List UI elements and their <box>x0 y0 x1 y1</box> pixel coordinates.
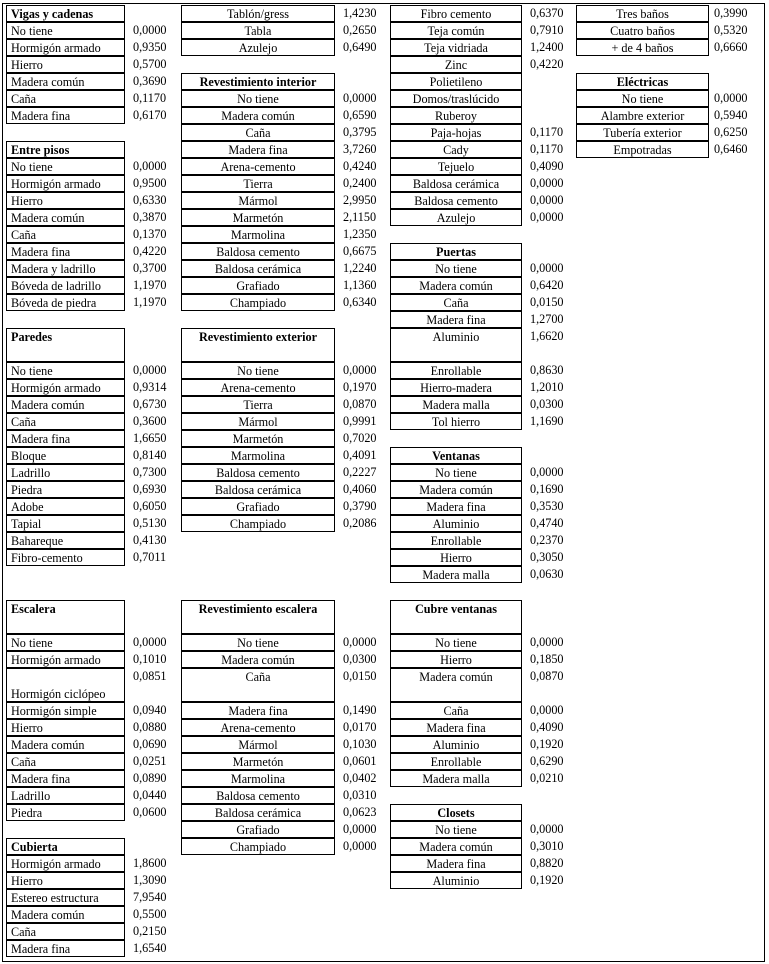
row-value: 0,0170 <box>343 720 377 734</box>
row-label: Tabla <box>181 22 335 39</box>
row-label: Baldosa cerámica <box>181 481 335 498</box>
row-label: Champiado <box>181 294 335 311</box>
row-value: 0,5500 <box>133 907 167 921</box>
section-header: Puertas <box>390 243 522 260</box>
row-label: + de 4 baños <box>576 39 709 56</box>
row-label: No tiene <box>390 260 522 277</box>
row-value: 0,4060 <box>343 482 377 496</box>
row-label: Madera común <box>390 838 522 855</box>
row-label: Hierro <box>6 192 125 209</box>
row-label: Mármol <box>181 413 335 430</box>
row-label: Baldosa cemento <box>181 243 335 260</box>
row-label: Hormigón armado <box>6 175 125 192</box>
row-label: Madera común <box>390 277 522 294</box>
row-label: Mármol <box>181 192 335 209</box>
row-label: Madera común <box>390 481 522 498</box>
row-label: Bahareque <box>6 532 125 549</box>
row-label: Marmetón <box>181 209 335 226</box>
row-value: 0,0601 <box>343 754 377 768</box>
row-label: Zinc <box>390 56 522 73</box>
row-value: 0,6340 <box>343 295 377 309</box>
row-label: Caña <box>390 702 522 719</box>
row-value: 2,9950 <box>343 193 377 207</box>
row-label: Arena-cemento <box>181 379 335 396</box>
row-label: Aluminio <box>390 736 522 753</box>
row-value: 1,1360 <box>343 278 377 292</box>
row-value: 0,0880 <box>133 720 167 734</box>
row-label: Domos/traslúcido <box>390 90 522 107</box>
section-header: Ventanas <box>390 447 522 464</box>
row-label: Caña <box>6 90 125 107</box>
row-value: 1,6650 <box>133 431 167 445</box>
row-label: Madera y ladrillo <box>6 260 125 277</box>
row-value: 3,7260 <box>343 142 377 156</box>
row-label: Baldosa cerámica <box>181 804 335 821</box>
section-header: Revestimiento exterior <box>181 328 335 362</box>
row-value: 0,3790 <box>343 499 377 513</box>
row-value: 0,2650 <box>343 23 377 37</box>
row-value: 0,1370 <box>133 227 167 241</box>
section-header: Entre pisos <box>6 141 125 158</box>
section-header: Revestimiento escalera <box>181 600 335 634</box>
row-label: Paja-hojas <box>390 124 522 141</box>
row-value: 0,1850 <box>530 652 564 666</box>
row-label: Azulejo <box>390 209 522 226</box>
row-label: Marmolina <box>181 226 335 243</box>
row-value: 0,5130 <box>133 516 167 530</box>
row-label: Caña <box>390 294 522 311</box>
row-label: Cady <box>390 141 522 158</box>
row-value: 0,0000 <box>343 635 377 649</box>
row-label: Piedra <box>6 804 125 821</box>
row-value: 0,0251 <box>133 754 167 768</box>
row-label: Grafiado <box>181 277 335 294</box>
row-value: 0,0000 <box>343 363 377 377</box>
section-header: Paredes <box>6 328 125 362</box>
row-label: Madera fina <box>390 855 522 872</box>
row-label: Tierra <box>181 396 335 413</box>
row-label: Enrollable <box>390 753 522 770</box>
section-header: Revestimiento interior <box>181 73 335 90</box>
row-label: Hormigón ciclópeo <box>6 668 125 702</box>
row-value: 1,3090 <box>133 873 167 887</box>
row-label: Azulejo <box>181 39 335 56</box>
row-label: Teja vidriada <box>390 39 522 56</box>
row-value: 0,6930 <box>133 482 167 496</box>
row-value: 0,0870 <box>530 669 564 683</box>
row-label: Caña <box>6 923 125 940</box>
row-label: Hierro <box>390 651 522 668</box>
row-label: Hierro <box>6 719 125 736</box>
row-value: 0,6370 <box>530 6 564 20</box>
row-value: 0,9500 <box>133 176 167 190</box>
row-label: Madera fina <box>6 430 125 447</box>
row-label: Champiado <box>181 515 335 532</box>
row-value: 1,1970 <box>133 295 167 309</box>
row-value: 0,1970 <box>343 380 377 394</box>
row-value: 1,4230 <box>343 6 377 20</box>
row-value: 0,0402 <box>343 771 377 785</box>
row-value: 0,0000 <box>530 193 564 207</box>
row-label: Aluminio <box>390 328 522 362</box>
row-value: 0,3600 <box>133 414 167 428</box>
row-label: Estereo estructura <box>6 889 125 906</box>
row-value: 0,4091 <box>343 448 377 462</box>
row-label: No tiene <box>390 821 522 838</box>
row-value: 0,0000 <box>714 91 748 105</box>
row-value: 0,0000 <box>530 703 564 717</box>
row-value: 0,0870 <box>343 397 377 411</box>
row-label: Madera común <box>181 107 335 124</box>
row-value: 0,0000 <box>530 822 564 836</box>
row-label: Piedra <box>6 481 125 498</box>
row-label: Madera fina <box>181 141 335 158</box>
row-label: Tablón/gress <box>181 5 335 22</box>
row-label: Madera común <box>6 209 125 226</box>
row-value: 0,2227 <box>343 465 377 479</box>
section-header: Eléctricas <box>576 73 709 90</box>
row-label: Madera fina <box>390 498 522 515</box>
row-value: 0,8630 <box>530 363 564 377</box>
row-value: 0,4220 <box>530 57 564 71</box>
row-value: 0,4220 <box>133 244 167 258</box>
row-label: Madera común <box>6 736 125 753</box>
row-value: 0,6730 <box>133 397 167 411</box>
row-value: 0,6330 <box>133 193 167 207</box>
row-value: 0,7910 <box>530 23 564 37</box>
row-label: Baldosa cemento <box>181 787 335 804</box>
row-value: 0,1030 <box>343 737 377 751</box>
row-value: 0,0210 <box>530 771 564 785</box>
row-value: 1,8600 <box>133 856 167 870</box>
row-label: No tiene <box>181 362 335 379</box>
row-value: 0,1690 <box>530 482 564 496</box>
row-label: Aluminio <box>390 515 522 532</box>
row-value: 0,4090 <box>530 159 564 173</box>
row-value: 0,0000 <box>530 465 564 479</box>
row-label: Tierra <box>181 175 335 192</box>
row-value: 0,0000 <box>530 635 564 649</box>
row-value: 0,1490 <box>343 703 377 717</box>
row-label: Fibro cemento <box>390 5 522 22</box>
row-value: 0,3990 <box>714 6 748 20</box>
row-label: Hormigón armado <box>6 379 125 396</box>
section-header: Cubre ventanas <box>390 600 522 634</box>
row-value: 0,0300 <box>530 397 564 411</box>
row-label: Fibro-cemento <box>6 549 125 566</box>
row-value: 0,0623 <box>343 805 377 819</box>
row-value: 0,7300 <box>133 465 167 479</box>
row-value: 0,0150 <box>343 669 377 683</box>
row-value: 0,7020 <box>343 431 377 445</box>
row-value: 0,0150 <box>530 295 564 309</box>
row-value: 0,1920 <box>530 737 564 751</box>
row-label: Arena-cemento <box>181 158 335 175</box>
row-label: Madera común <box>6 396 125 413</box>
row-label: Baldosa cerámica <box>390 175 522 192</box>
row-value: 0,5320 <box>714 23 748 37</box>
row-value: 0,1010 <box>133 652 167 666</box>
row-value: 0,4740 <box>530 516 564 530</box>
row-value: 0,6250 <box>714 125 748 139</box>
row-value: 0,3700 <box>133 261 167 275</box>
row-label: Mármol <box>181 736 335 753</box>
row-value: 0,9314 <box>133 380 167 394</box>
row-label: Madera común <box>6 73 125 90</box>
row-label: Hierro <box>6 56 125 73</box>
row-value: 0,0690 <box>133 737 167 751</box>
row-value: 0,0890 <box>133 771 167 785</box>
row-label: Bloque <box>6 447 125 464</box>
row-value: 0,6170 <box>133 108 167 122</box>
row-label: Bóveda de ladrillo <box>6 277 125 294</box>
row-label: Madera malla <box>390 396 522 413</box>
row-value: 0,0000 <box>343 839 377 853</box>
row-value: 0,1920 <box>530 873 564 887</box>
row-value: 2,1150 <box>343 210 377 224</box>
row-value: 0,0000 <box>343 91 377 105</box>
row-label: No tiene <box>181 90 335 107</box>
row-value: 0,4240 <box>343 159 377 173</box>
row-value: 0,0630 <box>530 567 564 581</box>
row-label: No tiene <box>390 634 522 651</box>
row-value: 0,0000 <box>133 159 167 173</box>
row-value: 0,0000 <box>530 176 564 190</box>
row-label: No tiene <box>390 464 522 481</box>
row-label: Enrollable <box>390 362 522 379</box>
row-label: Madera común <box>390 668 522 702</box>
row-label: Baldosa cerámica <box>181 260 335 277</box>
row-value: 0,6460 <box>714 142 748 156</box>
row-label: No tiene <box>181 634 335 651</box>
section-header: Vigas y cadenas <box>6 5 125 22</box>
row-value: 0,3050 <box>530 550 564 564</box>
row-label: Hormigón armado <box>6 855 125 872</box>
row-label: No tiene <box>6 362 125 379</box>
row-value: 1,1970 <box>133 278 167 292</box>
section-header: Closets <box>390 804 522 821</box>
row-label: Madera fina <box>390 719 522 736</box>
row-value: 0,1170 <box>133 91 167 105</box>
row-label: Arena-cemento <box>181 719 335 736</box>
row-label: Grafiado <box>181 498 335 515</box>
row-label: Empotradas <box>576 141 709 158</box>
row-value: 0,0940 <box>133 703 167 717</box>
row-label: Madera fina <box>181 702 335 719</box>
row-label: Caña <box>6 413 125 430</box>
row-label: Marmetón <box>181 430 335 447</box>
row-label: Caña <box>6 753 125 770</box>
row-label: Tejuelo <box>390 158 522 175</box>
row-value: 0,0000 <box>133 23 167 37</box>
row-label: Hierro-madera <box>390 379 522 396</box>
row-value: 0,6290 <box>530 754 564 768</box>
row-label: Madera común <box>6 906 125 923</box>
row-value: 0,6590 <box>343 108 377 122</box>
row-label: Madera fina <box>6 107 125 124</box>
row-value: 0,0851 <box>133 669 167 683</box>
row-value: 0,6490 <box>343 40 377 54</box>
row-label: Ruberoy <box>390 107 522 124</box>
row-label: Hierro <box>390 549 522 566</box>
row-value: 0,0440 <box>133 788 167 802</box>
row-label: Teja común <box>390 22 522 39</box>
row-label: Alambre exterior <box>576 107 709 124</box>
row-label: Aluminio <box>390 872 522 889</box>
row-value: 0,0000 <box>530 210 564 224</box>
row-label: Baldosa cemento <box>390 192 522 209</box>
row-label: Madera malla <box>390 770 522 787</box>
row-label: Marmetón <box>181 753 335 770</box>
row-label: No tiene <box>6 158 125 175</box>
row-label: Bóveda de piedra <box>6 294 125 311</box>
row-label: Caña <box>181 124 335 141</box>
row-value: 7,9540 <box>133 890 167 904</box>
row-label: Madera fina <box>6 940 125 957</box>
row-value: 0,6050 <box>133 499 167 513</box>
row-label: Tubería exterior <box>576 124 709 141</box>
row-label: Madera común <box>181 651 335 668</box>
row-value: 0,1170 <box>530 142 564 156</box>
row-value: 0,0600 <box>133 805 167 819</box>
row-label: Madera fina <box>390 311 522 328</box>
row-value: 0,2150 <box>133 924 167 938</box>
row-label: Caña <box>6 226 125 243</box>
row-label: No tiene <box>6 22 125 39</box>
row-label: Polietileno <box>390 73 522 90</box>
row-value: 0,0310 <box>343 788 377 802</box>
row-label: Ladrillo <box>6 464 125 481</box>
row-value: 0,9991 <box>343 414 377 428</box>
row-value: 1,2010 <box>530 380 564 394</box>
row-label: Madera fina <box>6 243 125 260</box>
row-value: 0,6660 <box>714 40 748 54</box>
row-label: Hormigón armado <box>6 39 125 56</box>
row-value: 0,2370 <box>530 533 564 547</box>
row-value: 1,2700 <box>530 312 564 326</box>
row-value: 0,3690 <box>133 74 167 88</box>
row-value: 0,8820 <box>530 856 564 870</box>
row-value: 0,3870 <box>133 210 167 224</box>
row-value: 0,8140 <box>133 448 167 462</box>
row-value: 1,2350 <box>343 227 377 241</box>
row-value: 0,1170 <box>530 125 564 139</box>
row-value: 0,2400 <box>343 176 377 190</box>
row-label: Tapial <box>6 515 125 532</box>
row-label: Tres baños <box>576 5 709 22</box>
row-value: 0,6675 <box>343 244 377 258</box>
row-value: 1,6540 <box>133 941 167 955</box>
row-label: Baldosa cemento <box>181 464 335 481</box>
row-label: Marmolina <box>181 447 335 464</box>
row-value: 0,2086 <box>343 516 377 530</box>
row-label: Tol hierro <box>390 413 522 430</box>
row-value: 0,0300 <box>343 652 377 666</box>
row-value: 0,0000 <box>133 635 167 649</box>
row-label: No tiene <box>576 90 709 107</box>
row-label: Marmolina <box>181 770 335 787</box>
row-value: 0,5700 <box>133 57 167 71</box>
section-header: Cubierta <box>6 838 125 855</box>
row-value: 0,0000 <box>530 261 564 275</box>
row-value: 0,0000 <box>343 822 377 836</box>
row-label: Enrollable <box>390 532 522 549</box>
row-value: 0,3530 <box>530 499 564 513</box>
row-label: Champiado <box>181 838 335 855</box>
row-value: 0,3795 <box>343 125 377 139</box>
row-label: Hormigón simple <box>6 702 125 719</box>
row-value: 0,4130 <box>133 533 167 547</box>
row-label: Hierro <box>6 872 125 889</box>
row-value: 0,3010 <box>530 839 564 853</box>
row-label: Ladrillo <box>6 787 125 804</box>
row-value: 1,1690 <box>530 414 564 428</box>
row-value: 0,4090 <box>530 720 564 734</box>
row-value: 1,2240 <box>343 261 377 275</box>
row-label: No tiene <box>6 634 125 651</box>
row-value: 1,2400 <box>530 40 564 54</box>
row-label: Grafiado <box>181 821 335 838</box>
row-value: 0,5940 <box>714 108 748 122</box>
row-value: 1,6620 <box>530 329 564 343</box>
row-label: Madera fina <box>6 770 125 787</box>
row-value: 0,6420 <box>530 278 564 292</box>
row-value: 0,9350 <box>133 40 167 54</box>
row-label: Madera malla <box>390 566 522 583</box>
row-value: 0,7011 <box>133 550 167 564</box>
row-label: Caña <box>181 668 335 702</box>
row-label: Adobe <box>6 498 125 515</box>
row-value: 0,0000 <box>133 363 167 377</box>
section-header: Escalera <box>6 600 125 634</box>
row-label: Cuatro baños <box>576 22 709 39</box>
row-label: Hormigón armado <box>6 651 125 668</box>
